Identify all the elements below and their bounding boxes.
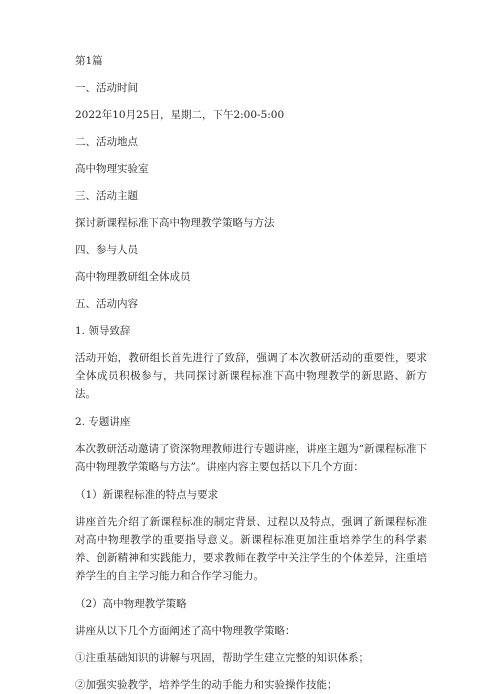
- section-body-time: 2022年10月25日，星期二，下午2:00-5:00: [75, 109, 285, 121]
- document-page: [75, 52, 427, 694]
- item-body-speech: 活动开始，教研组长首先进行了致辞，强调了本次教研活动的重要性，要求全体成员积极参与，共同探讨新课程标准下高中物理教学的新思路、新方法。: [75, 352, 427, 400]
- section-body-theme: 探讨新课程标准下高中物理教学策略与方法: [75, 217, 275, 229]
- section-title-content: 五、活动内容: [75, 298, 138, 310]
- section-title-time: 一、活动时间: [75, 82, 138, 94]
- subsection-body-standards: 讲座首先介绍了新课程标准的制定背景、过程以及特点，强调了新课程标准对高中物理教学的重要指导意义。新课程标准更加注重培养学生的科学素养、创新精神和实践能力，要求教师在教学中关注学生的个体差异，注重培养学生的自主学习能力和合作学习能力。: [75, 516, 427, 582]
- item-title-lecture: 2. 专题讲座: [75, 416, 131, 428]
- section-title-location: 二、活动地点: [75, 136, 138, 148]
- subsection-title-standards: （1）新课程标准的特点与要求: [75, 489, 219, 501]
- chapter-heading: 第1篇: [75, 55, 103, 67]
- section-body-location: 高中物理实验室: [75, 163, 149, 175]
- subsection-title-strategy: （2）高中物理教学策略: [75, 598, 187, 610]
- section-title-theme: 三、活动主题: [75, 190, 138, 202]
- subsection-intro-strategy: 讲座从以下几个方面阐述了高中物理教学策略：: [75, 625, 296, 637]
- item-title-speech: 1. 领导致辞: [75, 325, 131, 337]
- strategy-point-2: ②加强实验教学，培养学生的动手能力和实验操作技能；: [75, 679, 338, 691]
- item-body-lecture: 本次教研活动邀请了资深物理教师进行专题讲座，讲座主题为“新课程标准下高中物理教学策略与方法”。讲座内容主要包括以下几个方面：: [75, 443, 427, 473]
- section-title-participants: 四、参与人员: [75, 244, 138, 256]
- strategy-point-1: ①注重基础知识的讲解与巩固，帮助学生建立完整的知识体系；: [75, 652, 369, 664]
- section-body-participants: 高中物理教研组全体成员: [75, 271, 191, 283]
